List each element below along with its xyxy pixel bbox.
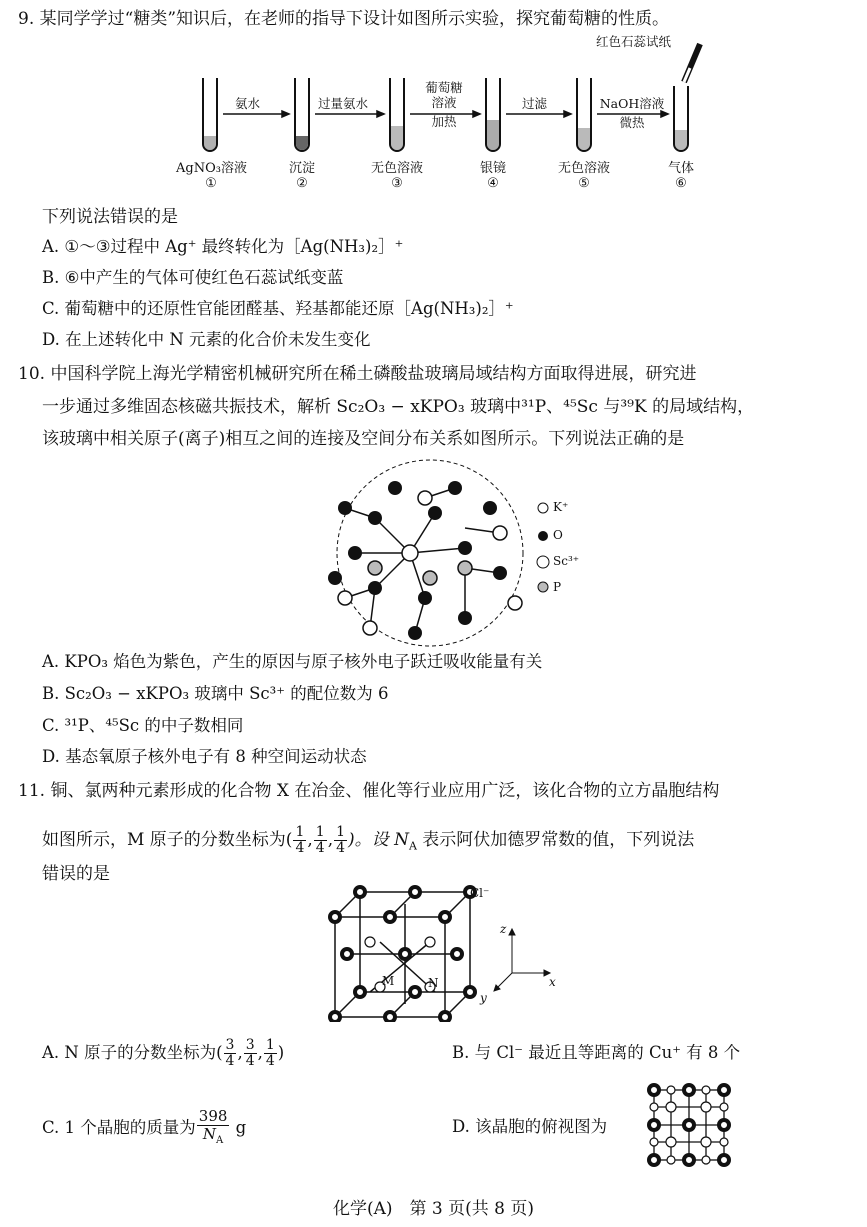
sc-ion-icon <box>537 556 549 568</box>
arrow-2-label: 过量氨水 <box>318 96 369 111</box>
arrow-1-label: 氨水 <box>235 96 261 111</box>
q11-option-a: A. N 原子的分数坐标为( $\frac{3}{4}$ , $\frac{3}{4}$ , $\frac{1}{4}$ ) <box>42 1037 285 1069</box>
tube-6-label: 气体 ⑥ <box>667 161 694 191</box>
legend-k: K⁺ <box>553 500 569 514</box>
m-coord-z: $\frac{1}{4}$ <box>336 824 346 856</box>
q10-stem-line1: 10. 中国科学院上海光学精密机械研究所在稀土磷酸盐玻璃局域结构方面取得进展，研究进 <box>18 364 697 384</box>
m-coord-x: $\frac{1}{4}$ <box>295 824 305 856</box>
m-coord-y: $\frac{1}{4}$ <box>315 824 325 856</box>
q11-option-c: C. 1 个晶胞的质量为 $\frac{398}{N_A}$ g <box>42 1107 247 1146</box>
legend-icons <box>535 500 555 600</box>
q11-stem-line2: 如图所示，M 原子的分数坐标为( $\frac{1}{4}$ , $\frac{1}{4}$ , $\frac{1}{4}$ )。设 $N_A$ 表示阿伏加德罗常数的值，下列说法 <box>42 824 695 856</box>
n-label: N <box>428 976 439 990</box>
z-axis-label: z <box>500 922 507 936</box>
arrow-5-label: NaOH溶液 微热 <box>599 96 665 130</box>
y-axis-label: y <box>480 991 487 1005</box>
tube-4-label: 银镜 ④ <box>479 161 506 191</box>
x-axis-label: x <box>549 975 556 989</box>
tube-5-label: 无色溶液 ⑤ <box>557 161 610 191</box>
arrow-3-label: 葡萄糖 溶液 加热 <box>425 80 463 129</box>
tube-1-label: AgNO₃溶液 ① <box>176 161 247 191</box>
cl-label: Cl⁻ <box>470 886 490 900</box>
tube-2-label: 沉淀 ② <box>288 161 315 191</box>
top-view-diagram <box>644 1080 734 1170</box>
k-ion-icon <box>538 503 548 513</box>
glass-structure-diagram <box>315 458 545 648</box>
p-atom-icon <box>538 582 548 592</box>
q10-stem-line2: 一步通过多维固态核磁共振技术，解析 Sc₂O₃ − xKPO₃ 玻璃中³¹P、⁴⁵Sc 与³⁹K 的局域结构， <box>42 397 755 417</box>
tube-3-label: 无色溶液 ③ <box>370 161 423 191</box>
q9-option-c: C. 葡萄糖中的还原性官能团醛基、羟基都能还原［Ag(NH₃)₂］⁺ <box>42 299 514 318</box>
m-label: M <box>382 974 395 988</box>
unit-cell-diagram <box>320 882 500 1022</box>
axes-diagram <box>486 925 556 1005</box>
q10-stem-line3: 该玻璃中相关原子(离子)相互之间的连接及空间分布关系如图所示。下列说法正确的是 <box>42 429 685 449</box>
q11-option-b: B. 与 Cl⁻ 最近且等距离的 Cu⁺ 有 8 个 <box>452 1043 741 1062</box>
legend-p: P <box>553 580 562 594</box>
q11-option-d: D. 该晶胞的俯视图为 <box>452 1117 608 1136</box>
q9-option-d: D. 在上述转化中 N 元素的化合价未发生变化 <box>42 330 371 349</box>
arrow-4-label: 过滤 <box>522 96 548 111</box>
legend-o: O <box>553 528 563 542</box>
o-atom-icon <box>538 531 548 541</box>
litmus-paper-label: 红色石蕊试纸 <box>596 34 672 49</box>
q9-question: 下列说法错误的是 <box>42 207 178 227</box>
litmus-paper-icon <box>684 44 700 82</box>
q9-option-a: A. ①～③过程中 Ag⁺ 最终转化为［Ag(NH₃)₂］⁺ <box>42 237 404 256</box>
q11-stem-line3: 错误的是 <box>42 864 110 884</box>
page-footer: 化学(A) 第 3 页(共 8 页) <box>332 1199 535 1219</box>
legend-sc: Sc³⁺ <box>553 554 580 568</box>
q10-option-b: B. Sc₂O₃ − xKPO₃ 玻璃中 Sc³⁺ 的配位数为 6 <box>42 684 389 703</box>
q10-option-c: C. ³¹P、⁴⁵Sc 的中子数相同 <box>42 716 244 735</box>
q9-stem: 9. 某同学学过“糖类”知识后，在老师的指导下设计如图所示实验，探究葡萄糖的性质。 <box>18 9 670 29</box>
q10-option-d: D. 基态氧原子核外电子有 8 种空间运动状态 <box>42 747 367 766</box>
q10-option-a: A. KPO₃ 焰色为紫色，产生的原因与原子核外电子跃迁吸收能量有关 <box>42 652 543 671</box>
q11-stem-line1: 11. 铜、氯两种元素形成的化合物 X 在冶金、催化等行业应用广泛，该化合物的立方晶胞结构 <box>18 781 720 801</box>
q9-option-b: B. ⑥中产生的气体可使红色石蕊试纸变蓝 <box>42 268 344 287</box>
